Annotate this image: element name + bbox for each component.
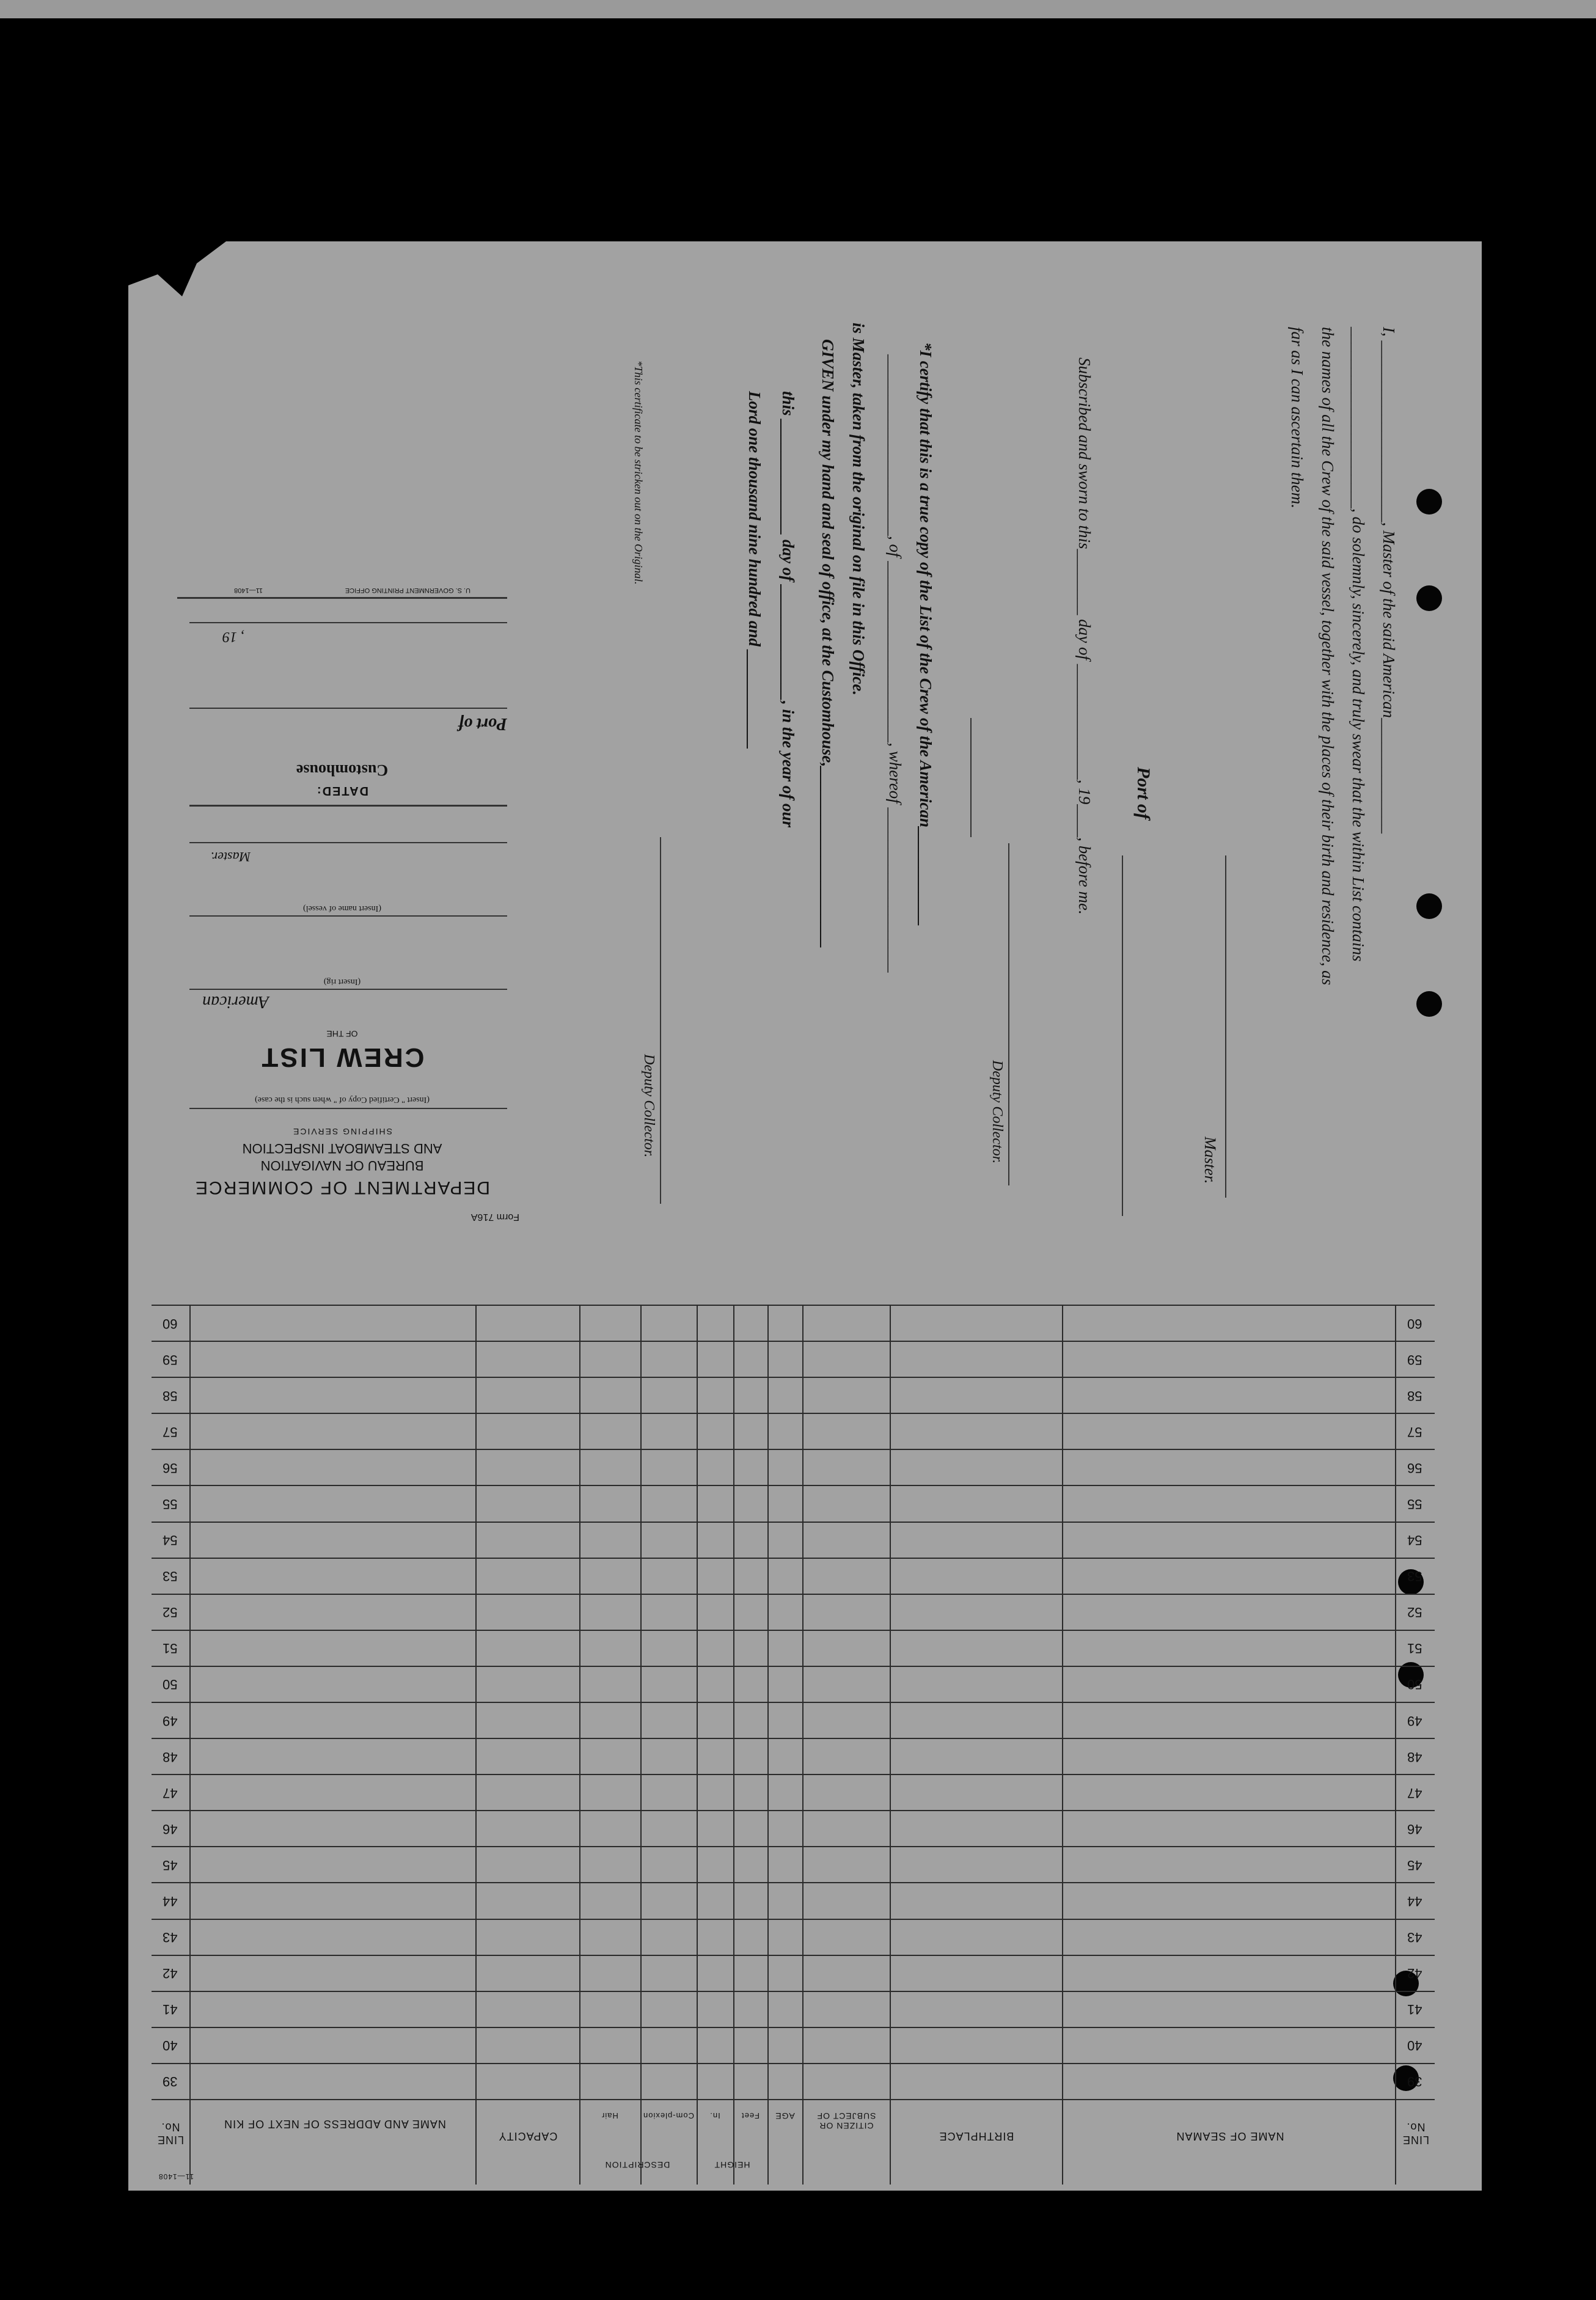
crew-table: [152, 1305, 1435, 2185]
bureau-line1: BUREAU OF NAVIGATION: [260, 1158, 424, 1173]
deputy-collector-label: Deputy Collector.: [989, 1060, 1005, 1164]
year-line: [189, 622, 507, 623]
hdr-line-no-left: LINE No.: [156, 2121, 185, 2146]
back-port-of: Port of: [458, 714, 507, 733]
row-number-left: 57: [163, 1424, 178, 1440]
table-row-divider: [152, 1702, 1435, 1703]
row-number-left: 39: [163, 2074, 178, 2090]
hdr-feet: Feet: [741, 2111, 760, 2120]
row-number-right: 41: [1407, 2002, 1422, 2018]
row-number-right: 58: [1407, 1388, 1422, 1404]
row-number-left: 58: [163, 1388, 178, 1404]
row-number-left: 47: [163, 1785, 178, 1801]
row-number-left: 41: [163, 2002, 178, 2018]
table-row-divider: [152, 1991, 1435, 1992]
oath-subscribed: Subscribed and sworn to this________ day of ______________, 19____, before me.: [1075, 357, 1094, 915]
table-row-divider: [152, 1485, 1435, 1486]
row-number-right: 43: [1407, 1930, 1422, 1946]
hdr-line-no-right: LINE No.: [1402, 2121, 1430, 2146]
crew-list-title: CREW LIST: [260, 1042, 425, 1072]
row-number-left: 51: [163, 1641, 178, 1657]
table-row-divider: [152, 2027, 1435, 2028]
hdr-name: NAME OF SEAMAN: [1176, 2130, 1284, 2142]
row-number-left: 49: [163, 1713, 178, 1729]
row-number-left: 42: [163, 1966, 178, 1982]
of-the: OF THE: [326, 1029, 358, 1039]
oath-master-label: Master.: [1201, 1137, 1219, 1184]
table-row-divider: [152, 1449, 1435, 1450]
punch-hole: [1416, 893, 1442, 919]
row-number-right: 44: [1407, 1894, 1422, 1909]
rig-line: [189, 989, 507, 990]
back-master-label: Master.: [210, 849, 251, 865]
table-row-divider: [152, 1846, 1435, 1847]
table-row-divider: [152, 1377, 1435, 1378]
separator-line: [970, 718, 972, 837]
hdr-inches: In.: [709, 2111, 720, 2120]
row-number-left: 46: [163, 1821, 178, 1837]
oath-line-1: I, ______________________, Master of the said American______________: [1380, 327, 1398, 833]
this-day-line: this ______________ day of ______________, in the year of our: [779, 391, 797, 828]
row-number-left: 59: [163, 1352, 178, 1368]
hdr-capacity: CAPACITY: [498, 2130, 558, 2142]
row-number-left: 48: [163, 1749, 178, 1765]
table-row-divider: [152, 1738, 1435, 1739]
punch-hole: [1416, 585, 1442, 611]
row-number-left: 44: [163, 1894, 178, 1909]
lord-line: Lord one thousand nine hundred and ____________: [745, 391, 764, 750]
dated-rule: [189, 805, 507, 807]
table-row-divider: [152, 1919, 1435, 1920]
row-number-right: 45: [1407, 1857, 1422, 1873]
table-row-divider: [152, 1522, 1435, 1523]
footnote: *This certificate to be stricken out on the Original.: [632, 361, 645, 585]
row-number-right: 47: [1407, 1785, 1422, 1801]
of-whereof-line: ______________________, of ______________________, whereof ____________________: [886, 354, 904, 973]
row-number-left: 43: [163, 1930, 178, 1946]
is-master-line: is Master, taken from the original on file in this Office.: [849, 323, 868, 696]
hdr-description: DESCRIPTION: [604, 2160, 670, 2170]
row-number-right: 49: [1407, 1713, 1422, 1729]
given-line: GIVEN under my hand and seal of office, at the Customhouse,______________________: [819, 339, 837, 949]
hdr-height: HEIGHT: [714, 2160, 750, 2170]
table-row-divider: [152, 1882, 1435, 1883]
row-number-left: 55: [163, 1496, 178, 1512]
oath-line-4: far as I can ascertain them.: [1288, 327, 1306, 508]
oath-port-of: Port of: [1133, 767, 1154, 819]
deputy2-signature-line: [660, 837, 661, 1204]
table-footer-code: 11—1408: [158, 2172, 194, 2181]
row-number-right: 60: [1407, 1316, 1422, 1331]
row-number-left: 52: [163, 1605, 178, 1621]
insert-rig: (Insert rig): [323, 977, 361, 986]
row-number-right: 53: [1407, 1569, 1422, 1584]
row-number-right: 50: [1407, 1677, 1422, 1693]
row-number-left: 54: [163, 1533, 178, 1548]
back-cover: [153, 367, 532, 1234]
deputy-signature-line: [1008, 843, 1009, 1185]
row-number-right: 52: [1407, 1605, 1422, 1621]
table-row-divider: [152, 1810, 1435, 1811]
oath-line-2: ______________________, do solemnly, sincerely, and truly swear that the within List contains: [1349, 327, 1367, 962]
row-number-right: 57: [1407, 1424, 1422, 1440]
deputy-collector2-label: Deputy Collector.: [641, 1054, 657, 1158]
table-row-divider: [152, 1558, 1435, 1559]
row-number-left: 45: [163, 1857, 178, 1873]
row-number-right: 42: [1407, 1966, 1422, 1982]
printing-code: 11—1408: [234, 587, 263, 594]
american-label: American: [202, 992, 269, 1011]
dated-label: DATED:: [315, 784, 369, 797]
row-number-left: 56: [163, 1460, 178, 1476]
back-form-number: Form 716A: [470, 1212, 519, 1222]
shipping-service: SHIPPING SERVICE: [292, 1127, 393, 1137]
certified-note: (Insert " Certified Copy of " when such is the case): [255, 1095, 430, 1104]
row-number-right: 59: [1407, 1352, 1422, 1368]
row-number-left: 53: [163, 1569, 178, 1584]
row-number-left: 50: [163, 1677, 178, 1693]
row-number-left: 60: [163, 1316, 178, 1331]
row-number-left: 40: [163, 2038, 178, 2054]
hdr-complexion: Com-plexion: [643, 2111, 694, 2120]
row-number-right: 56: [1407, 1460, 1422, 1476]
table-row-divider: [152, 1594, 1435, 1595]
row-number-right: 54: [1407, 1533, 1422, 1548]
row-number-right: 51: [1407, 1641, 1422, 1657]
table-row-divider: [152, 1341, 1435, 1342]
certify-line: *I certify that this is a true copy of the List of the Crew of the American____________: [917, 342, 935, 926]
department-title: DEPARTMENT OF COMMERCE: [194, 1177, 491, 1198]
printing-office: U. S. GOVERNMENT PRINTING OFFICE: [345, 587, 470, 594]
table-row-divider: [152, 1774, 1435, 1775]
row-number-right: 40: [1407, 2038, 1422, 2054]
table-row-divider: [152, 2063, 1435, 2064]
table-row-divider: [152, 1666, 1435, 1667]
oath-line-3: the names of all the Crew of the said vessel, together with the places of their birth and residence, as: [1319, 327, 1337, 986]
hdr-hair: Hair: [601, 2111, 618, 2120]
hdr-birthplace: BIRTHPLACE: [939, 2130, 1014, 2142]
table-row-divider: [152, 1955, 1435, 1956]
hdr-age: AGE: [775, 2111, 795, 2121]
hdr-next-of-kin: NAME AND ADDRESS OF NEXT OF KIN: [224, 2118, 446, 2130]
hdr-citizen: CITIZEN OR SUBJECT OF: [816, 2111, 876, 2131]
row-number-right: 39: [1407, 2074, 1422, 2090]
port-of-line: [189, 708, 507, 709]
port-line: [1122, 855, 1123, 1216]
bureau-line2: AND STEAMBOAT INSPECTION: [242, 1141, 442, 1156]
row-number-right: 48: [1407, 1749, 1422, 1765]
certified-line: [189, 1108, 507, 1109]
year-label: , 19: [222, 629, 244, 645]
row-number-right: 46: [1407, 1821, 1422, 1837]
master-signature-line: [1225, 855, 1226, 1198]
punch-hole: [1416, 489, 1442, 515]
punch-hole: [1416, 991, 1442, 1017]
table-row-divider: [152, 1630, 1435, 1631]
table-row-divider: [152, 1413, 1435, 1414]
scanner-edge: [0, 0, 1596, 18]
customhouse-label: Customhouse: [296, 761, 389, 779]
row-number-right: 55: [1407, 1496, 1422, 1512]
vessel-line: [189, 915, 507, 917]
bottom-rule: [177, 597, 507, 599]
master-line: [189, 842, 507, 843]
insert-vessel: (Insert name of vessel): [303, 904, 381, 913]
